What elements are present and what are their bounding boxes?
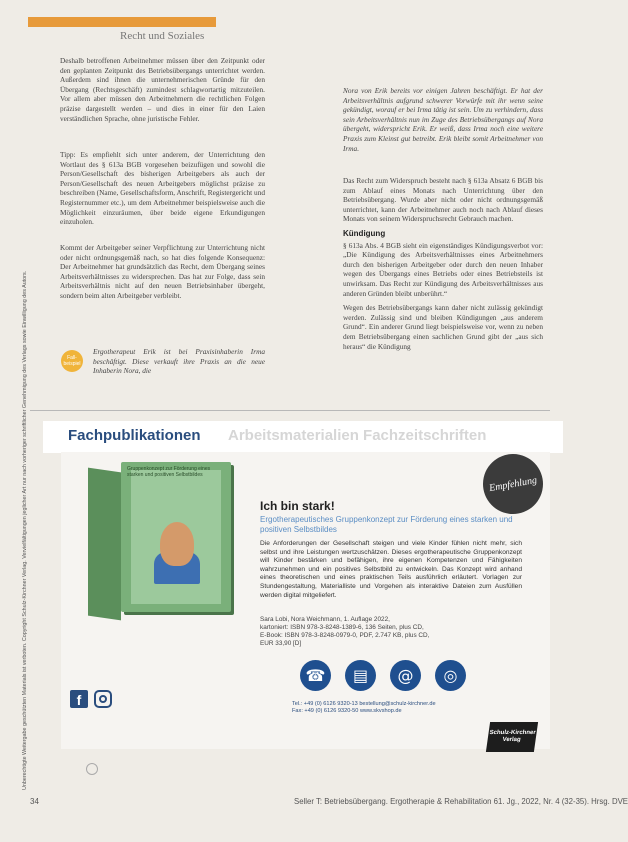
contact-fax[interactable]: Fax: +49 (0) 6126 9320-50 www.skvshop.de xyxy=(292,708,402,714)
right-paragraph-1: Das Recht zum Widerspruch besteht nach § 613a Absatz 6 BGB bis zum Ablauf eines Monats nach Unterrichtung über den Betriebsübergang. Wurde aber nicht oder nicht ordnungsgemäß unterrichtet, kann der Arbeitnehmer auch noch nach Ablauf dieses Monats von seinem Widerspruchsrecht Gebrauch machen. xyxy=(343,176,543,224)
contact-info xyxy=(292,701,436,715)
contact-icons xyxy=(300,660,466,691)
book-ebook-isbn: E-Book: ISBN 978-3-8248-0979-0, PDF, 2.747 KB, plus CD, xyxy=(260,632,430,639)
right-paragraph-3: Wegen des Betriebsübergangs kann daher nicht zulässig gekündigt werden. Zulässig sind und bleiben Kündigungen „aus anderem Grund“. Ein anderer Grund liegt beispielsweise vor, wenn zu neben dem Betriebsübergang einen sachlichen Grund gibt der „aus sich heraus“ die Kündigung xyxy=(343,303,543,351)
case-example-text: Ergotherapeut Erik ist bei Praxisinhaberin Irma beschäftigt. Diese verkauft ihre Praxis an die neue Inhaberin Nora, die xyxy=(93,347,265,376)
case-example-continued: Nora von Erik bereits vor einigen Jahren beschäftigt. Er hat der Arbeitsverhältnis aufgrund schwerer Vorwürfe mit ihr wenn seine gekündigt, worauf er bei Irma tätig ist sein. Um zu verhindern, dass sein Arbeitsverhältnis nun im Zuge des Betriebsübergangs auf Nora übergeht, widerspricht Erik. Er weiß, dass Irma noch eine weitere Praxis zum Kleinst gut betreibt. Erik bleibt somit Arbeitnehmer von Irma. xyxy=(343,86,543,153)
left-paragraph-1: Deshalb betroffenen Arbeitnehmer müssen über den Zeitpunkt oder den geplanten Zeitpunkt des Betriebsübergangs unterrichtet werden. Außerdem sind ihnen die unternehmerischen Gründe für den Übergang (Rechtsgeschäft) zumindest schlagwortartig mitzuteilen. Vor allem aber müssen den Arbeitnehmern die rechtlichen Folgen präzise dargestellt werden – und dies in einer für den Laien verständlichen Sprache, ohne juristische Fehler. xyxy=(60,56,265,123)
case-example-badge: Fall-beispiel xyxy=(61,350,83,372)
book-cover-text: Gruppenkonzept zur Förderung eines starken und positiven Selbstbildes xyxy=(127,466,211,478)
book-details xyxy=(260,616,522,648)
social-links xyxy=(70,690,112,708)
phone-icon[interactable]: ☎ xyxy=(300,660,331,691)
kuendigung-heading: Kündigung xyxy=(343,228,386,238)
book-description: Die Anforderungen der Gesellschaft steigen und viele Kinder fühlen nicht mehr, sich selbst und ihre Leistungen wertzuschätzen. Dieses ergotherapeutische Gruppenkonzept will Kinder bestärken und befähigen, ihre eigenen Kompetenzen und Fähigkeiten wahrzunehmen und ein positives Selbstbild zu entwickeln. Das Konzept wird anhand eines theoretischen und eines praktischen Teils ausführlich erläutert. Vorlagen zur Stundengestaltung, Materialliste und Vorgehen als interaktive Dateien zum Ausfüllen werden digital mitgeliefert. xyxy=(260,540,522,599)
left-column-consequence xyxy=(60,243,265,306)
ad-divider xyxy=(30,410,550,411)
side-note-text: Unberechtigte Weitergabe geschützten Materials ist verboten. Copyright Schulz-Kirchner Verlag. Vervielfältigungen jeglicher Art nur nach vorheriger schriftlicher Genehmigung des Verlags sowie Einwilligung des Autors. xyxy=(22,270,28,790)
scan-mark xyxy=(86,763,98,775)
book-cover-child-face xyxy=(160,522,194,566)
book-title: Ich bin stark! xyxy=(260,499,335,513)
right-column xyxy=(343,176,543,356)
section-title: Recht und Soziales xyxy=(120,30,205,42)
header-accent-bar xyxy=(28,17,216,27)
book-author: Sara Lobi, Nora Weichmann, 1. Auflage 2022, xyxy=(260,616,390,623)
book-print-isbn: kartoniert: ISBN 978-3-8248-1389-6, 136 Seiten, plus CD, xyxy=(260,624,424,631)
left-column-tip xyxy=(60,150,265,232)
instagram-icon[interactable] xyxy=(94,690,112,708)
right-paragraph-2: § 613a Abs. 4 BGB sieht ein eigenständiges Kündigungsverbot vor: „Die Kündigung des Arbeitsverhältnisses eines Arbeitnehmers durch den bisherigen Arbeitgeber oder durch den neuen Inhaber wegen des Übergangs eines Betriebs oder eines Betriebsteils ist unwirksam. Das Recht zur Kündigung des Arbeitsverhältnisses aus anderen Gründen bleibt unberührt.“ xyxy=(343,240,543,298)
left-paragraph-2: Tipp: Es empfiehlt sich unter anderem, der Unterrichtung den Wortlaut des § 613a BGB vorgesehen beizufügen und sowohl die Person/Gesellschaft des bisherigen Arbeitgebers als auch der Person/Gesellschaft des neuen Arbeitgebers möglichst präzise zu beschreiben (Name, Gesellschaftsform, Anschrift, Registergericht und Registernummer etc.), um dem Arbeitnehmer beispielsweise auch die Möglichkeit einzuräumen, über beide eigene Erkundigungen einzuholen. xyxy=(60,150,265,227)
web-globe-icon[interactable]: ◎ xyxy=(435,660,466,691)
copyright-side-note xyxy=(14,55,28,790)
ad-faded-tabs: Arbeitsmaterialien Fachzeitschriften xyxy=(228,427,487,444)
recommendation-badge: Empfehlung xyxy=(478,449,548,519)
publisher-logo: Schulz-Kirchner Verlag xyxy=(486,722,538,752)
book-price: EUR 33,90 [D] xyxy=(260,640,302,647)
ad-title: Fachpublikationen xyxy=(68,427,201,444)
book-spine xyxy=(88,468,121,621)
facebook-icon[interactable]: f xyxy=(70,690,88,708)
left-paragraph-3: Kommt der Arbeitgeber seiner Verpflichtung zur Unterrichtung nicht oder nicht ordnungsgemäß nach, so hat dies folgende Konsequenz: Der Arbeitnehmer hat grundsätzlich das Recht, dem Übergang seines Arbeitsverhältnisses zu widersprechen. Das hat zur Folge, dass sein Arbeitsverhältnis nicht auf den neuen Betriebsinhaber übergeht, sondern beim alten Arbeitgeber verbleibt. xyxy=(60,243,265,300)
contact-tel[interactable]: Tel.: +49 (0) 6126 9320-13 bestellung@schulz-kirchner.de xyxy=(292,701,436,707)
footer-citation: Seller T: Betriebsübergang. Ergotherapie & Rehabilitation 61. Jg., 2022, Nr. 4 (32-35). Hrsg. DVE xyxy=(294,797,628,806)
left-column xyxy=(60,56,265,128)
email-icon[interactable]: @ xyxy=(390,660,421,691)
book-subtitle: Ergotherapeutisches Gruppenkonzept zur Förderung eines starken und positiven Selbstbildes xyxy=(260,515,513,534)
fax-icon[interactable]: ▤ xyxy=(345,660,376,691)
page-number: 34 xyxy=(30,797,39,806)
